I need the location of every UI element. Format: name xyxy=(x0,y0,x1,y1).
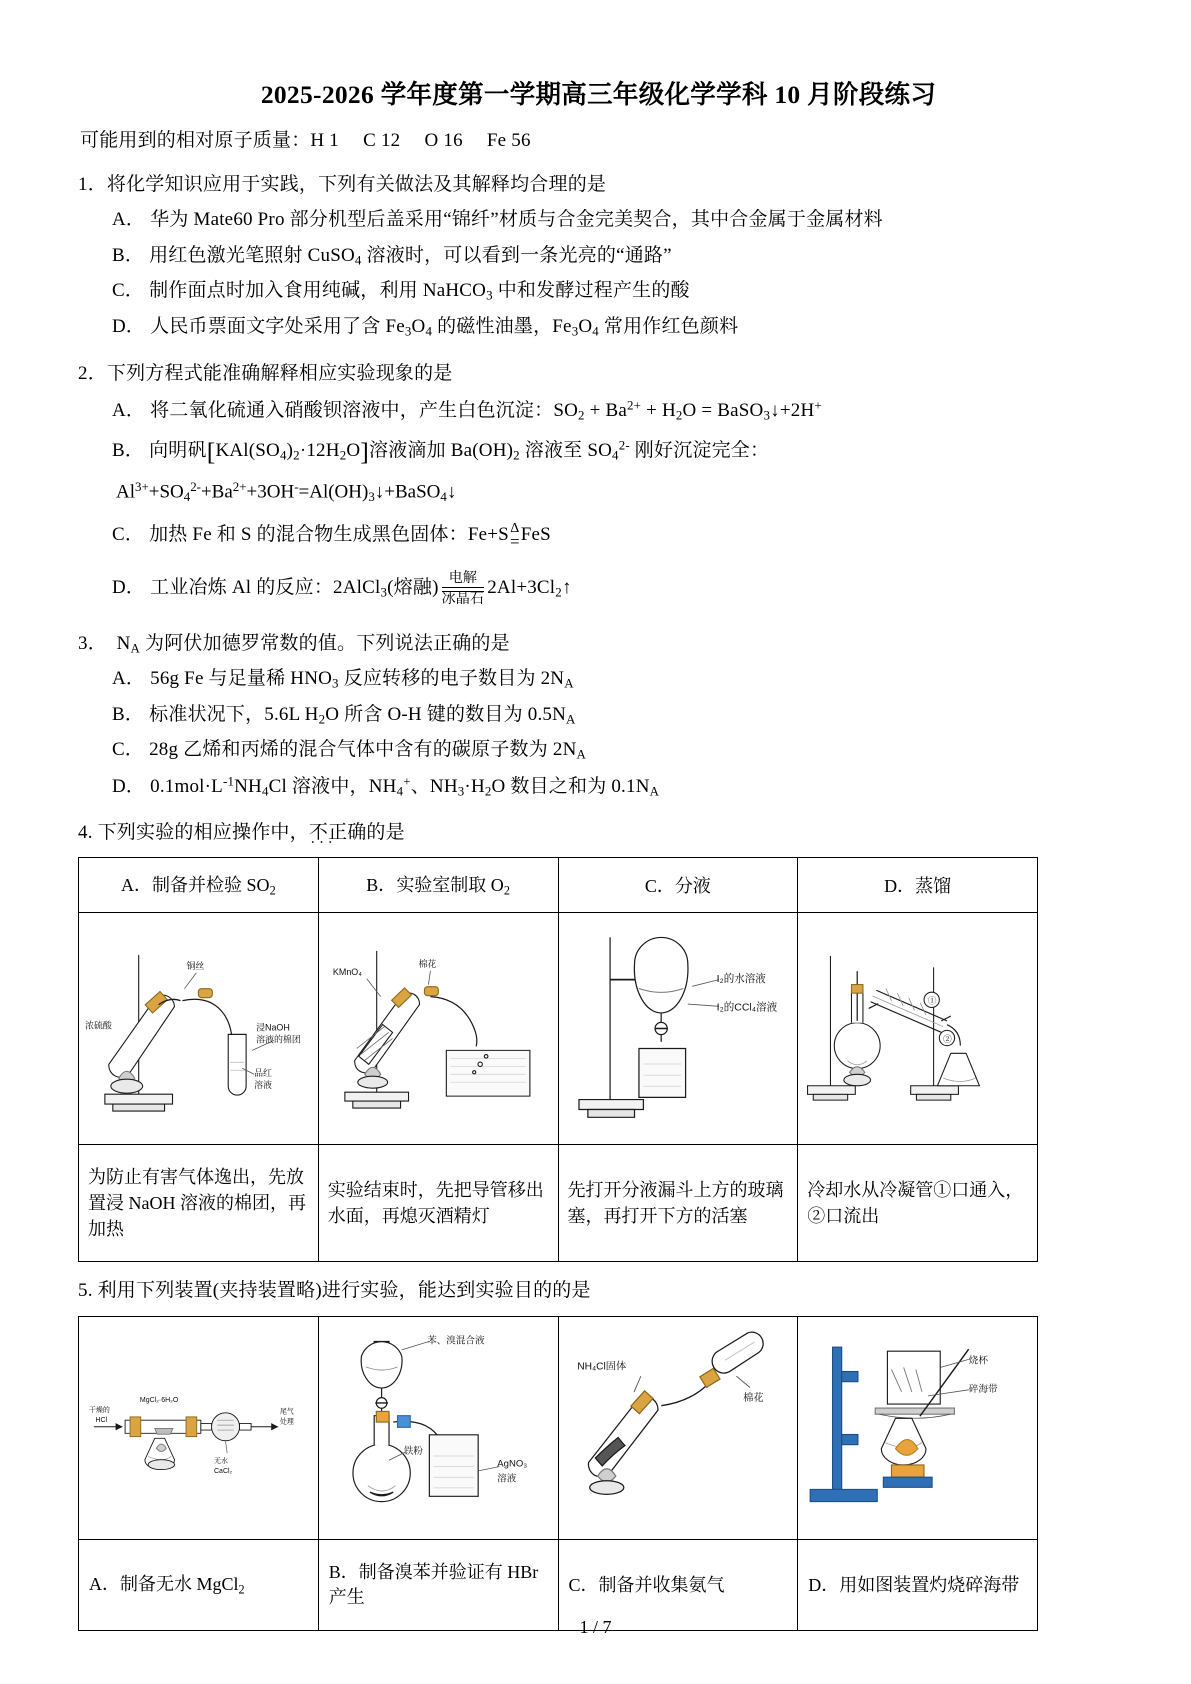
question-3-option-d[interactable] xyxy=(112,772,1119,802)
option-text: 制作面点时加入食用纯碱，利用 NaHCO$_3$ 中和发酵过程产生的酸 xyxy=(149,280,690,303)
header-label: C． xyxy=(644,876,675,897)
label-beaker: 烧杯 xyxy=(968,1354,989,1366)
table-figure-row xyxy=(79,913,1038,1145)
separating-funnel-diagram xyxy=(559,913,798,1144)
electrolysis-condition xyxy=(442,572,485,607)
question-1-number: 1． xyxy=(78,173,107,195)
q4-desc-b: 实验结束时，先把导管移出水面，再熄灭酒精灯 xyxy=(318,1145,558,1262)
q4-figure-d xyxy=(798,913,1038,1145)
label-sulfuric-acid: 浓硫酸 xyxy=(84,1020,112,1031)
option-text: 将二氧化硫通入硝酸钡溶液中，产生白色沉淀：$SO_2 + Ba^{2+} + H_2O$ = BaSO$_3$↓+2H+ xyxy=(150,397,822,423)
question-3-stem-text: $N_A$ 为阿伏加德罗常数的值。下列说法正确的是 xyxy=(97,632,510,656)
question-3-option-b[interactable] xyxy=(112,701,1119,730)
q4-header-a xyxy=(79,858,319,913)
q4-figure-b xyxy=(318,913,558,1145)
delta-symbol: Δ xyxy=(510,520,520,536)
label-copper-wire: 铜丝 xyxy=(186,960,205,971)
q4-figure-a xyxy=(79,913,319,1145)
option-text: 制备无水 MgCl$_2$ xyxy=(120,1574,245,1597)
option-text: 制备溴苯并验证有 HBr 产生 xyxy=(328,1562,539,1608)
label-tail-gas-2: 处理 xyxy=(279,1418,294,1426)
question-5 xyxy=(78,1276,1119,1305)
question-1 xyxy=(78,170,1119,341)
mgcl2-apparatus-diagram xyxy=(79,1317,318,1540)
question-5-stem xyxy=(78,1276,1119,1305)
kelp-burning-diagram xyxy=(798,1317,1037,1540)
question-2-option-b[interactable] xyxy=(112,432,1119,470)
question-4-table xyxy=(78,857,1038,1262)
label-nh4cl-solid: NH₄Cl固体 xyxy=(576,1360,626,1372)
header-text: 制备并检验 $SO_2$ xyxy=(152,875,276,898)
label-dry-1: 干燥的 xyxy=(88,1406,110,1414)
question-4-stem xyxy=(78,818,1119,847)
table-description-row xyxy=(79,1145,1038,1262)
label-cotton: 棉花 xyxy=(742,1392,764,1404)
label-kelp: 碎海带 xyxy=(968,1383,998,1395)
bromobenzene-apparatus-diagram xyxy=(319,1317,558,1540)
option-text: 人民币票面文字处采用了含 $Fe_3O_4$ 的磁性油墨，$Fe_3O_4$ 常用作红色颜料 xyxy=(150,315,739,339)
q4-desc-d: 冷却水从冷凝管①口通入，②口流出 xyxy=(798,1145,1038,1262)
label-fuchsin-2: 溶液 xyxy=(254,1080,272,1091)
option-label: A． xyxy=(112,209,146,231)
question-2-stem-text: 下列方程式能准确解释相应实验现象的是 xyxy=(106,363,453,385)
label-iron-powder: 铁粉 xyxy=(403,1445,423,1457)
option-text: 加热 Fe 和 S 的混合物生成黑色固体：Fe+S xyxy=(149,523,509,545)
option-label: B． xyxy=(112,703,145,725)
header-label: D． xyxy=(884,876,916,897)
label-cacl2: CaCl₂ xyxy=(214,1467,233,1475)
label-solution: 溶液 xyxy=(497,1473,517,1485)
header-text: 蒸馏 xyxy=(915,876,952,897)
option-label: D． xyxy=(112,577,146,599)
question-2-option-b-equation: $Al^{3+}+SO_4^{2-}+Ba^{2+}+3OH^-=Al(OH)_3↓+BaSO_4↓$ xyxy=(116,478,457,504)
q5-figure-b xyxy=(318,1316,558,1540)
label-anhydrous: 无水 xyxy=(214,1457,229,1465)
label-dry-2: HCl xyxy=(95,1416,108,1424)
option-text: 用如图装置灼烧碎海带 xyxy=(839,1574,1020,1595)
atomic-masses-line: 可能用到的相对原子质量：H 1 C 12 O 16 Fe 56 xyxy=(80,129,531,151)
option-label: C． xyxy=(568,1574,599,1595)
option-text: 制备并收集氨气 xyxy=(598,1574,725,1595)
option-text: 华为 Mate60 Pro 部分机型后盖采用“锦纤”材质与合金完美契合，其中合金属于金属材料 xyxy=(150,209,883,231)
question-2-number: 2． xyxy=(78,363,107,385)
table-figure-row xyxy=(79,1316,1038,1540)
label-iodine-ccl4: I₂的CCl₄溶液 xyxy=(716,1001,777,1014)
question-2-stem xyxy=(78,359,1119,388)
option-label: C． xyxy=(112,739,145,761)
option-label: D． xyxy=(808,1574,840,1595)
option-text: 56g Fe 与足量稀 $HNO_3$ 反应转移的电子数目为 $2N_A$ xyxy=(150,668,574,691)
label-agno3: AgNO₃ xyxy=(497,1458,527,1470)
table-header-row xyxy=(79,858,1038,913)
question-3-option-a[interactable] xyxy=(112,665,1119,694)
question-4-stem-post: 的是 xyxy=(366,821,405,843)
header-text: 分液 xyxy=(674,876,711,897)
question-4-stem-pre: 下列实验的相应操作中， xyxy=(97,821,309,843)
q4-header-d xyxy=(798,858,1038,913)
q5-figure-d xyxy=(798,1316,1038,1540)
question-5-number: 5. xyxy=(78,1280,93,1302)
q4-desc-a: 为防止有害气体逸出，先放置浸 NaOH 溶液的棉团，再加热 xyxy=(79,1145,319,1262)
question-1-option-d[interactable] xyxy=(112,313,1119,342)
header-label: B． xyxy=(366,875,397,896)
label-benzene-bromine: 苯、溴混合液 xyxy=(426,1335,485,1347)
q4-header-b xyxy=(318,858,558,913)
label-kmno4: KMnO₄ xyxy=(332,966,362,977)
question-1-stem xyxy=(78,170,1119,199)
option-label: B． xyxy=(112,244,145,266)
q5-figure-c xyxy=(558,1316,798,1540)
ammonia-apparatus-diagram xyxy=(559,1317,798,1540)
option-text: 28g 乙烯和丙烯的混合气体中含有的碳原子数为 $2N_A$ xyxy=(149,739,587,762)
option-text: 工业冶炼 Al 的反应：2AlCl$_3$(熔融) xyxy=(150,577,439,601)
page-number: 1 / 7 xyxy=(579,1617,612,1637)
q4-desc-c: 先打开分液漏斗上方的玻璃塞，再打开下方的活塞 xyxy=(558,1145,798,1262)
condition-bottom: 冰晶石 xyxy=(441,591,485,607)
label-cotton: 棉花 xyxy=(418,958,437,969)
question-5-stem-text: 利用下列装置(夹持装置略)进行实验，能达到实验目的的是 xyxy=(97,1280,591,1302)
option-text: 向明矾$[KAl(SO_4)_2\cdot 12H_2O]$溶液滴加 $Ba(OH)_2$ 溶液至 $SO_4^{2-}$ 刚好沉淀完全： xyxy=(149,436,770,466)
option-label: A． xyxy=(112,668,146,690)
question-3-stem xyxy=(78,629,1119,659)
option-label: C． xyxy=(112,523,145,545)
o2-apparatus-diagram xyxy=(319,913,558,1144)
label-naoh-cotton-1: 浸NaOH xyxy=(256,1022,290,1033)
option-c-product: FeS xyxy=(520,523,551,545)
label-iodine-water: I₂的水溶液 xyxy=(716,972,766,985)
label-fuchsin-1: 品红 xyxy=(254,1068,272,1079)
question-5-table xyxy=(78,1316,1038,1632)
question-1-option-a[interactable] xyxy=(112,206,1119,235)
option-label: D． xyxy=(112,315,146,337)
heating-condition: Δ = xyxy=(509,520,520,551)
label-tail-gas-1: 尾气 xyxy=(279,1408,294,1416)
option-label: B． xyxy=(328,1562,359,1583)
q4-figure-c xyxy=(558,913,798,1145)
question-1-stem-text: 将化学知识应用于实践，下列有关做法及其解释均合理的是 xyxy=(106,173,607,195)
label-naoh-cotton-2: 溶液的棉团 xyxy=(256,1034,301,1045)
option-label: A． xyxy=(112,399,146,421)
condition-top: 电解 xyxy=(448,570,478,586)
question-2-option-d[interactable] xyxy=(112,572,1119,607)
q5-figure-a xyxy=(79,1316,319,1540)
option-text: $0.1mol\cdot L^{-1}NH_4Cl$ 溶液中，$NH_4^+$、$NH_3\cdot H_2O$ 数目之和为 $0.1N_A$ xyxy=(150,773,660,799)
question-2-option-c[interactable] xyxy=(112,521,1119,550)
question-4-number: 4. xyxy=(78,821,93,843)
option-text: 标准状况下，5.6L $H_2O$ 所含 O-H 键的数目为 $0.5N_A$ xyxy=(149,703,576,727)
option-label: B． xyxy=(112,439,145,461)
question-1-option-b[interactable] xyxy=(112,242,1119,271)
page-title: 2025-2026 学年度第一学期高三年级化学学科 10 月阶段练习 xyxy=(260,80,937,109)
question-4-emphasis: 不正确 ∙∙∙ xyxy=(309,822,367,843)
header-label: A． xyxy=(121,875,153,896)
question-4 xyxy=(78,818,1119,847)
label-mgcl2-hydrate: MgCl₂·6H₂O xyxy=(139,1396,179,1404)
distillation-diagram xyxy=(798,913,1037,1144)
question-3-option-c[interactable] xyxy=(112,736,1119,765)
option-text: 用红色激光笔照射 CuSO$_4$ 溶液时，可以看到一条光亮的“通路” xyxy=(149,244,672,268)
question-3-number: 3． xyxy=(78,632,98,654)
option-label: A． xyxy=(89,1574,120,1595)
question-2 xyxy=(78,359,1119,607)
question-2-option-a[interactable] xyxy=(112,395,1119,425)
question-1-option-c[interactable] xyxy=(112,277,1119,306)
label-outlet-2: ② xyxy=(943,1033,952,1044)
option-d-product: $2Al+3Cl_2↑$ xyxy=(487,577,572,601)
so2-apparatus-diagram xyxy=(79,913,318,1144)
option-label: D． xyxy=(112,776,146,798)
header-text: 实验室制取 $O_2$ xyxy=(396,875,510,898)
q4-header-c xyxy=(558,858,798,913)
option-label: C． xyxy=(112,280,145,302)
label-inlet-1: ① xyxy=(928,995,937,1006)
question-3 xyxy=(78,629,1119,802)
